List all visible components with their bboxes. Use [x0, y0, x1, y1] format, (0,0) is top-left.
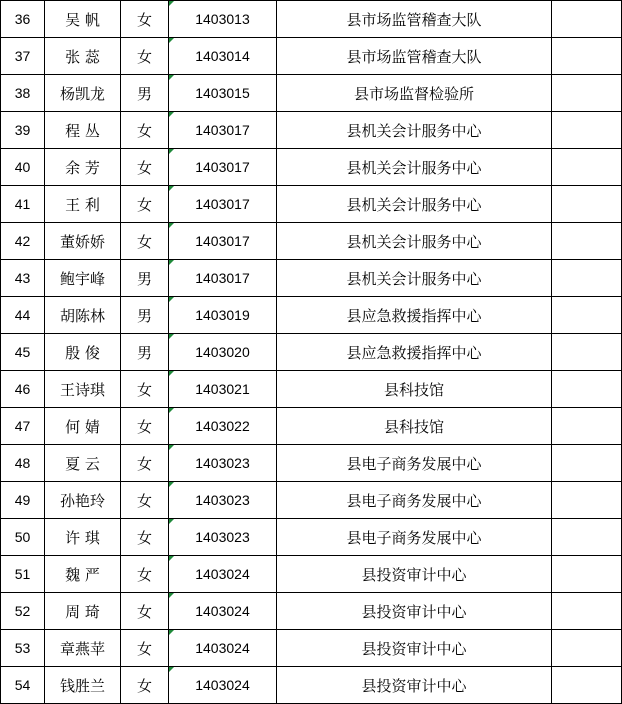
table-body	[1, 1, 622, 704]
unit-cell: 县投资审计中心	[277, 630, 552, 667]
position-code-cell: 1403020	[169, 334, 277, 371]
gender-cell: 男	[121, 334, 169, 371]
table-row	[1, 519, 622, 556]
remark-cell	[552, 38, 622, 75]
row-number-cell: 48	[1, 445, 45, 482]
row-number-cell: 52	[1, 593, 45, 630]
position-code-cell: 1403019	[169, 297, 277, 334]
name-cell: 胡陈林	[45, 297, 121, 334]
name-cell: 王 利	[45, 186, 121, 223]
remark-cell	[552, 667, 622, 704]
unit-cell: 县机关会计服务中心	[277, 223, 552, 260]
gender-cell: 女	[121, 1, 169, 38]
unit-cell: 县机关会计服务中心	[277, 260, 552, 297]
unit-cell: 县机关会计服务中心	[277, 112, 552, 149]
remark-cell	[552, 408, 622, 445]
remark-cell	[552, 112, 622, 149]
unit-cell: 县电子商务发展中心	[277, 482, 552, 519]
gender-cell: 女	[121, 630, 169, 667]
table-row	[1, 556, 622, 593]
gender-cell: 男	[121, 260, 169, 297]
table-row	[1, 445, 622, 482]
row-number-cell: 50	[1, 519, 45, 556]
gender-cell: 女	[121, 186, 169, 223]
gender-cell: 女	[121, 223, 169, 260]
table-row	[1, 38, 622, 75]
name-cell: 魏 严	[45, 556, 121, 593]
remark-cell	[552, 593, 622, 630]
row-number-cell: 43	[1, 260, 45, 297]
row-number-cell: 51	[1, 556, 45, 593]
table-row	[1, 630, 622, 667]
table-row	[1, 75, 622, 112]
position-code-cell: 1403023	[169, 445, 277, 482]
name-cell: 王诗琪	[45, 371, 121, 408]
name-cell: 余 芳	[45, 149, 121, 186]
position-code-cell: 1403021	[169, 371, 277, 408]
name-cell: 董娇娇	[45, 223, 121, 260]
row-number-cell: 38	[1, 75, 45, 112]
name-cell: 何 婧	[45, 408, 121, 445]
name-cell: 章燕苹	[45, 630, 121, 667]
remark-cell	[552, 1, 622, 38]
gender-cell: 男	[121, 297, 169, 334]
table-row	[1, 1, 622, 38]
row-number-cell: 36	[1, 1, 45, 38]
table-row	[1, 149, 622, 186]
row-number-cell: 46	[1, 371, 45, 408]
gender-cell: 女	[121, 38, 169, 75]
remark-cell	[552, 334, 622, 371]
row-number-cell: 40	[1, 149, 45, 186]
remark-cell	[552, 482, 622, 519]
table-row	[1, 371, 622, 408]
name-cell: 杨凯龙	[45, 75, 121, 112]
gender-cell: 女	[121, 593, 169, 630]
position-code-cell: 1403017	[169, 112, 277, 149]
name-cell: 周 琦	[45, 593, 121, 630]
position-code-cell: 1403024	[169, 630, 277, 667]
unit-cell: 县市场监督检验所	[277, 75, 552, 112]
remark-cell	[552, 630, 622, 667]
table-row	[1, 667, 622, 704]
unit-cell: 县投资审计中心	[277, 593, 552, 630]
row-number-cell: 45	[1, 334, 45, 371]
remark-cell	[552, 223, 622, 260]
position-code-cell: 1403023	[169, 482, 277, 519]
position-code-cell: 1403015	[169, 75, 277, 112]
unit-cell: 县科技馆	[277, 371, 552, 408]
table-row	[1, 408, 622, 445]
position-code-cell: 1403022	[169, 408, 277, 445]
row-number-cell: 41	[1, 186, 45, 223]
gender-cell: 女	[121, 408, 169, 445]
row-number-cell: 47	[1, 408, 45, 445]
position-code-cell: 1403017	[169, 223, 277, 260]
name-cell: 许 琪	[45, 519, 121, 556]
position-code-cell: 1403013	[169, 1, 277, 38]
row-number-cell: 44	[1, 297, 45, 334]
name-cell: 孙艳玲	[45, 482, 121, 519]
gender-cell: 女	[121, 149, 169, 186]
gender-cell: 女	[121, 371, 169, 408]
gender-cell: 女	[121, 556, 169, 593]
table-row	[1, 223, 622, 260]
unit-cell: 县机关会计服务中心	[277, 186, 552, 223]
table-row	[1, 112, 622, 149]
gender-cell: 女	[121, 112, 169, 149]
row-number-cell: 49	[1, 482, 45, 519]
table-row	[1, 260, 622, 297]
position-code-cell: 1403024	[169, 556, 277, 593]
name-cell: 张 蕊	[45, 38, 121, 75]
unit-cell: 县电子商务发展中心	[277, 519, 552, 556]
unit-cell: 县市场监管稽查大队	[277, 1, 552, 38]
table-row	[1, 593, 622, 630]
position-code-cell: 1403014	[169, 38, 277, 75]
remark-cell	[552, 445, 622, 482]
unit-cell: 县市场监管稽查大队	[277, 38, 552, 75]
name-cell: 夏 云	[45, 445, 121, 482]
remark-cell	[552, 519, 622, 556]
unit-cell: 县机关会计服务中心	[277, 149, 552, 186]
row-number-cell: 39	[1, 112, 45, 149]
position-code-cell: 1403023	[169, 519, 277, 556]
position-code-cell: 1403024	[169, 593, 277, 630]
table-row	[1, 482, 622, 519]
gender-cell: 女	[121, 667, 169, 704]
remark-cell	[552, 186, 622, 223]
unit-cell: 县应急救援指挥中心	[277, 297, 552, 334]
remark-cell	[552, 297, 622, 334]
remark-cell	[552, 556, 622, 593]
remark-cell	[552, 371, 622, 408]
unit-cell: 县应急救援指挥中心	[277, 334, 552, 371]
name-cell: 殷 俊	[45, 334, 121, 371]
position-code-cell: 1403024	[169, 667, 277, 704]
unit-cell: 县科技馆	[277, 408, 552, 445]
table-row	[1, 297, 622, 334]
table-row	[1, 334, 622, 371]
remark-cell	[552, 260, 622, 297]
remark-cell	[552, 149, 622, 186]
position-code-cell: 1403017	[169, 260, 277, 297]
gender-cell: 女	[121, 445, 169, 482]
gender-cell: 男	[121, 75, 169, 112]
gender-cell: 女	[121, 482, 169, 519]
remark-cell	[552, 75, 622, 112]
unit-cell: 县投资审计中心	[277, 556, 552, 593]
position-code-cell: 1403017	[169, 186, 277, 223]
name-cell: 钱胜兰	[45, 667, 121, 704]
table-row	[1, 186, 622, 223]
row-number-cell: 54	[1, 667, 45, 704]
position-code-cell: 1403017	[169, 149, 277, 186]
unit-cell: 县电子商务发展中心	[277, 445, 552, 482]
unit-cell: 县投资审计中心	[277, 667, 552, 704]
name-cell: 鲍宇峰	[45, 260, 121, 297]
gender-cell: 女	[121, 519, 169, 556]
name-cell: 吴 帆	[45, 1, 121, 38]
row-number-cell: 37	[1, 38, 45, 75]
row-number-cell: 42	[1, 223, 45, 260]
name-cell: 程 丛	[45, 112, 121, 149]
row-number-cell: 53	[1, 630, 45, 667]
